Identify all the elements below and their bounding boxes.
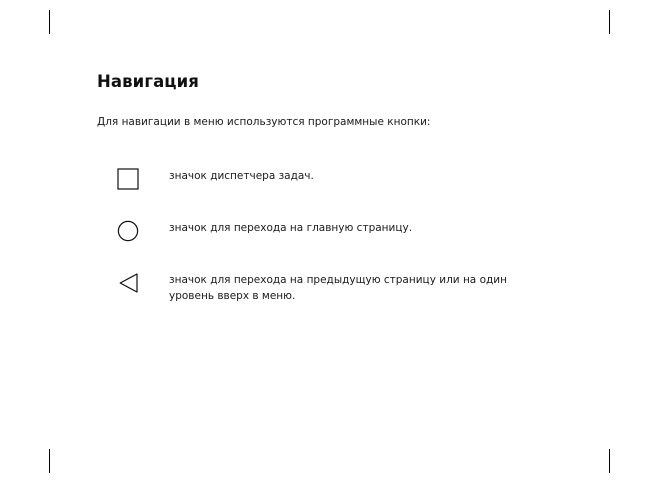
icon-legend-list	[97, 168, 567, 305]
circle-icon	[117, 220, 139, 246]
crop-mark-bottom-right	[609, 449, 610, 473]
crop-mark-top-right	[609, 10, 610, 34]
intro-paragraph: Для навигации в меню используются программные кнопки:	[97, 116, 431, 128]
list-item-label: значок для перехода на предыдущую страницу или на один уровень вверх в меню.	[169, 274, 507, 302]
list-item-label: значок диспетчера задач.	[169, 170, 314, 183]
icon-container	[97, 168, 169, 194]
icon-container	[97, 220, 169, 246]
page-title: Навигация	[97, 72, 199, 91]
square-icon	[117, 168, 139, 194]
list-item-label: значок для перехода на главную страницу.	[169, 222, 413, 235]
content-area	[97, 72, 567, 331]
crop-mark-bottom-left	[49, 449, 50, 473]
list-item	[97, 220, 567, 246]
list-item	[97, 272, 567, 305]
list-item	[97, 168, 567, 194]
crop-mark-top-left	[49, 10, 50, 34]
icon-container	[97, 272, 169, 298]
triangle-left-icon	[117, 272, 139, 298]
